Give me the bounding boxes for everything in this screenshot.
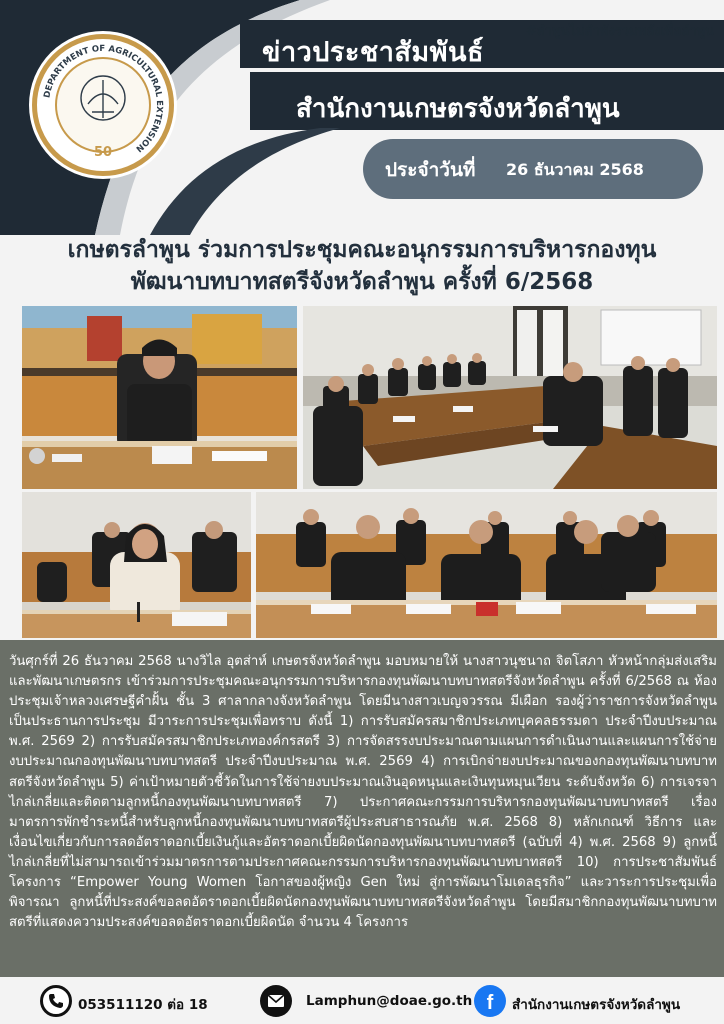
facebook-icon: f [474,985,506,1017]
footer-phone[interactable]: 053511120 ต่อ 18 [78,997,208,1013]
headline-line-2: พัฒนาบทบาทสตรีจังหวัดลำพูน ครั้งที่ 6/2568 [130,269,594,295]
news-title: ข่าวประชาสัมพันธ์ [262,37,484,68]
footer-email[interactable]: Lamphun@doae.go.th [306,993,473,1009]
photo-chairwoman-speaking [22,492,251,638]
office-name: สำนักงานเกษตรจังหวัดลำพูน [296,94,620,124]
photo-meeting-room-overview [303,306,717,489]
photo-meeting-participants [256,492,717,638]
svg-text:DEPARTMENT OF AGRICULTURAL EXT: DEPARTMENT OF AGRICULTURAL EXTENSION [42,43,165,154]
svg-text:50: 50 [93,145,113,160]
logo-emblem [32,34,174,176]
headline-line-1: เกษตรลำพูน ร่วมการประชุมคณะอนุกรรมการบริหารกองทุน [67,237,657,263]
footer-facebook[interactable]: สำนักงานเกษตรจังหวัดลำพูน [512,997,681,1013]
photo-official-at-desk [22,306,297,489]
date-label: ประจำวันที่ [385,159,476,181]
email-icon [260,985,292,1017]
campaign-hashtag: #ลำพูนไม่ลำพังรวมพลังเพื่อลำพูน [525,24,714,39]
article-body-text: วันศุกร์ที่ 26 ธันวาคม 2568 นางวิไล อุตส่าห์ เกษตรจังหวัดลำพูน มอบหมายให้ นางสาวนุชนาถ จิตโสภา หัวหน้ากลุ่มส่งเสริมและพัฒนาเกษตรกร เข้าร่วมการประชุมคณะอนุกรรมการบริหารกองทุนพัฒนาบทบาทสตรีจังหวัดลำพูน ครั้งที่ 6/2568 ณ ห้องประชุมเจ้าหลวงเศรษฐีคำฝั้น ชั้น 3 ศาลากลางจังหวัดลำพูน โดยมีนางสาวเบญจวรรณ มีเผือก รองผู้ว่าราชการจังหวัดลำพูน เป็นประธานการประชุม มีวาระการประชุมเพื่อทราบ ดังนี้ 1) การรับสมัครสมาชิกประเภทบุคคลธรรมดา ประจำปีงบประมาณ พ.ศ. 2569 2) การรับสมัครสมาชิกประเภทองค์กรสตรี 3) การจัดสรรงบประมาณตามแผนการดำเนินงานและแผนการใช้จ่ายงบประมาณกองทุนพัฒนาบทบาทสตรี ประจำปีงบประมาณ พ.ศ. 2569 4) การเบิกจ่ายงบประมาณของกองทุนพัฒนาบทบาทสตรีจังหวัดลำพูน 5) ค่าเป้าหมายตัวชี้วัดในการใช้จ่ายงบประมาณเงินอุดหนุนและเงินทุนหมุนเวียน ระดับจังหวัด 6) การเจรจาไกล่เกลี่ยและติดตามลูกหนี้กองทุนพัฒนาบทบาทสตรี 7) ประกาศคณะกรรมการบริหารกองทุนพัฒนาบทบาทสตรี เรื่อง มาตรการพักชำระหนี้สำหรับลูกหนี้กองทุนพัฒนาบทบาทสตรีผู้ประสบสาธารณภัย พ.ศ. 2568 8) หลักเกณฑ์ วิธีการ และเงื่อนไขเกี่ยวกับการลดอัตราดอกเบี้ยเงินกู้และอัตราดอกเบี้ยผิดนัดกองทุนพัฒนาบทบาทสตรี (ฉบับที่ 4) พ.ศ. 2568 9) ลูกหนี้ไกล่เกลี่ยที่ไม่สามารถเข้าร่วมมาตรการตามประกาศคณะกรรมการบริหารกองทุนพัฒนาบทบาทสตรี 10) การประชาสัมพันธ์โครงการ “Empower Young Women โอกาสของผู้หญิง Gen ใหม่ สู่การพัฒนาโมเดลธุรกิจ” และวาระการประชุมเพื่อพิจารณา ลูกหนี้ที่ประสงค์ขอลดอัตราดอกเบี้ยผิดนัดกองทุนพัฒนาบทบาทสตรีจังหวัดลำพูน โดยมีสมาชิกกองทุนพัฒนาบทบาทสตรีที่แสดงความประสงค์ขอลดอัตราดอกเบี้ยผิดนัด จำนวน 4 โครงการ [9,654,717,931]
date-value: 26 ธันวาคม 2568 [506,160,644,179]
phone-icon [40,985,72,1017]
